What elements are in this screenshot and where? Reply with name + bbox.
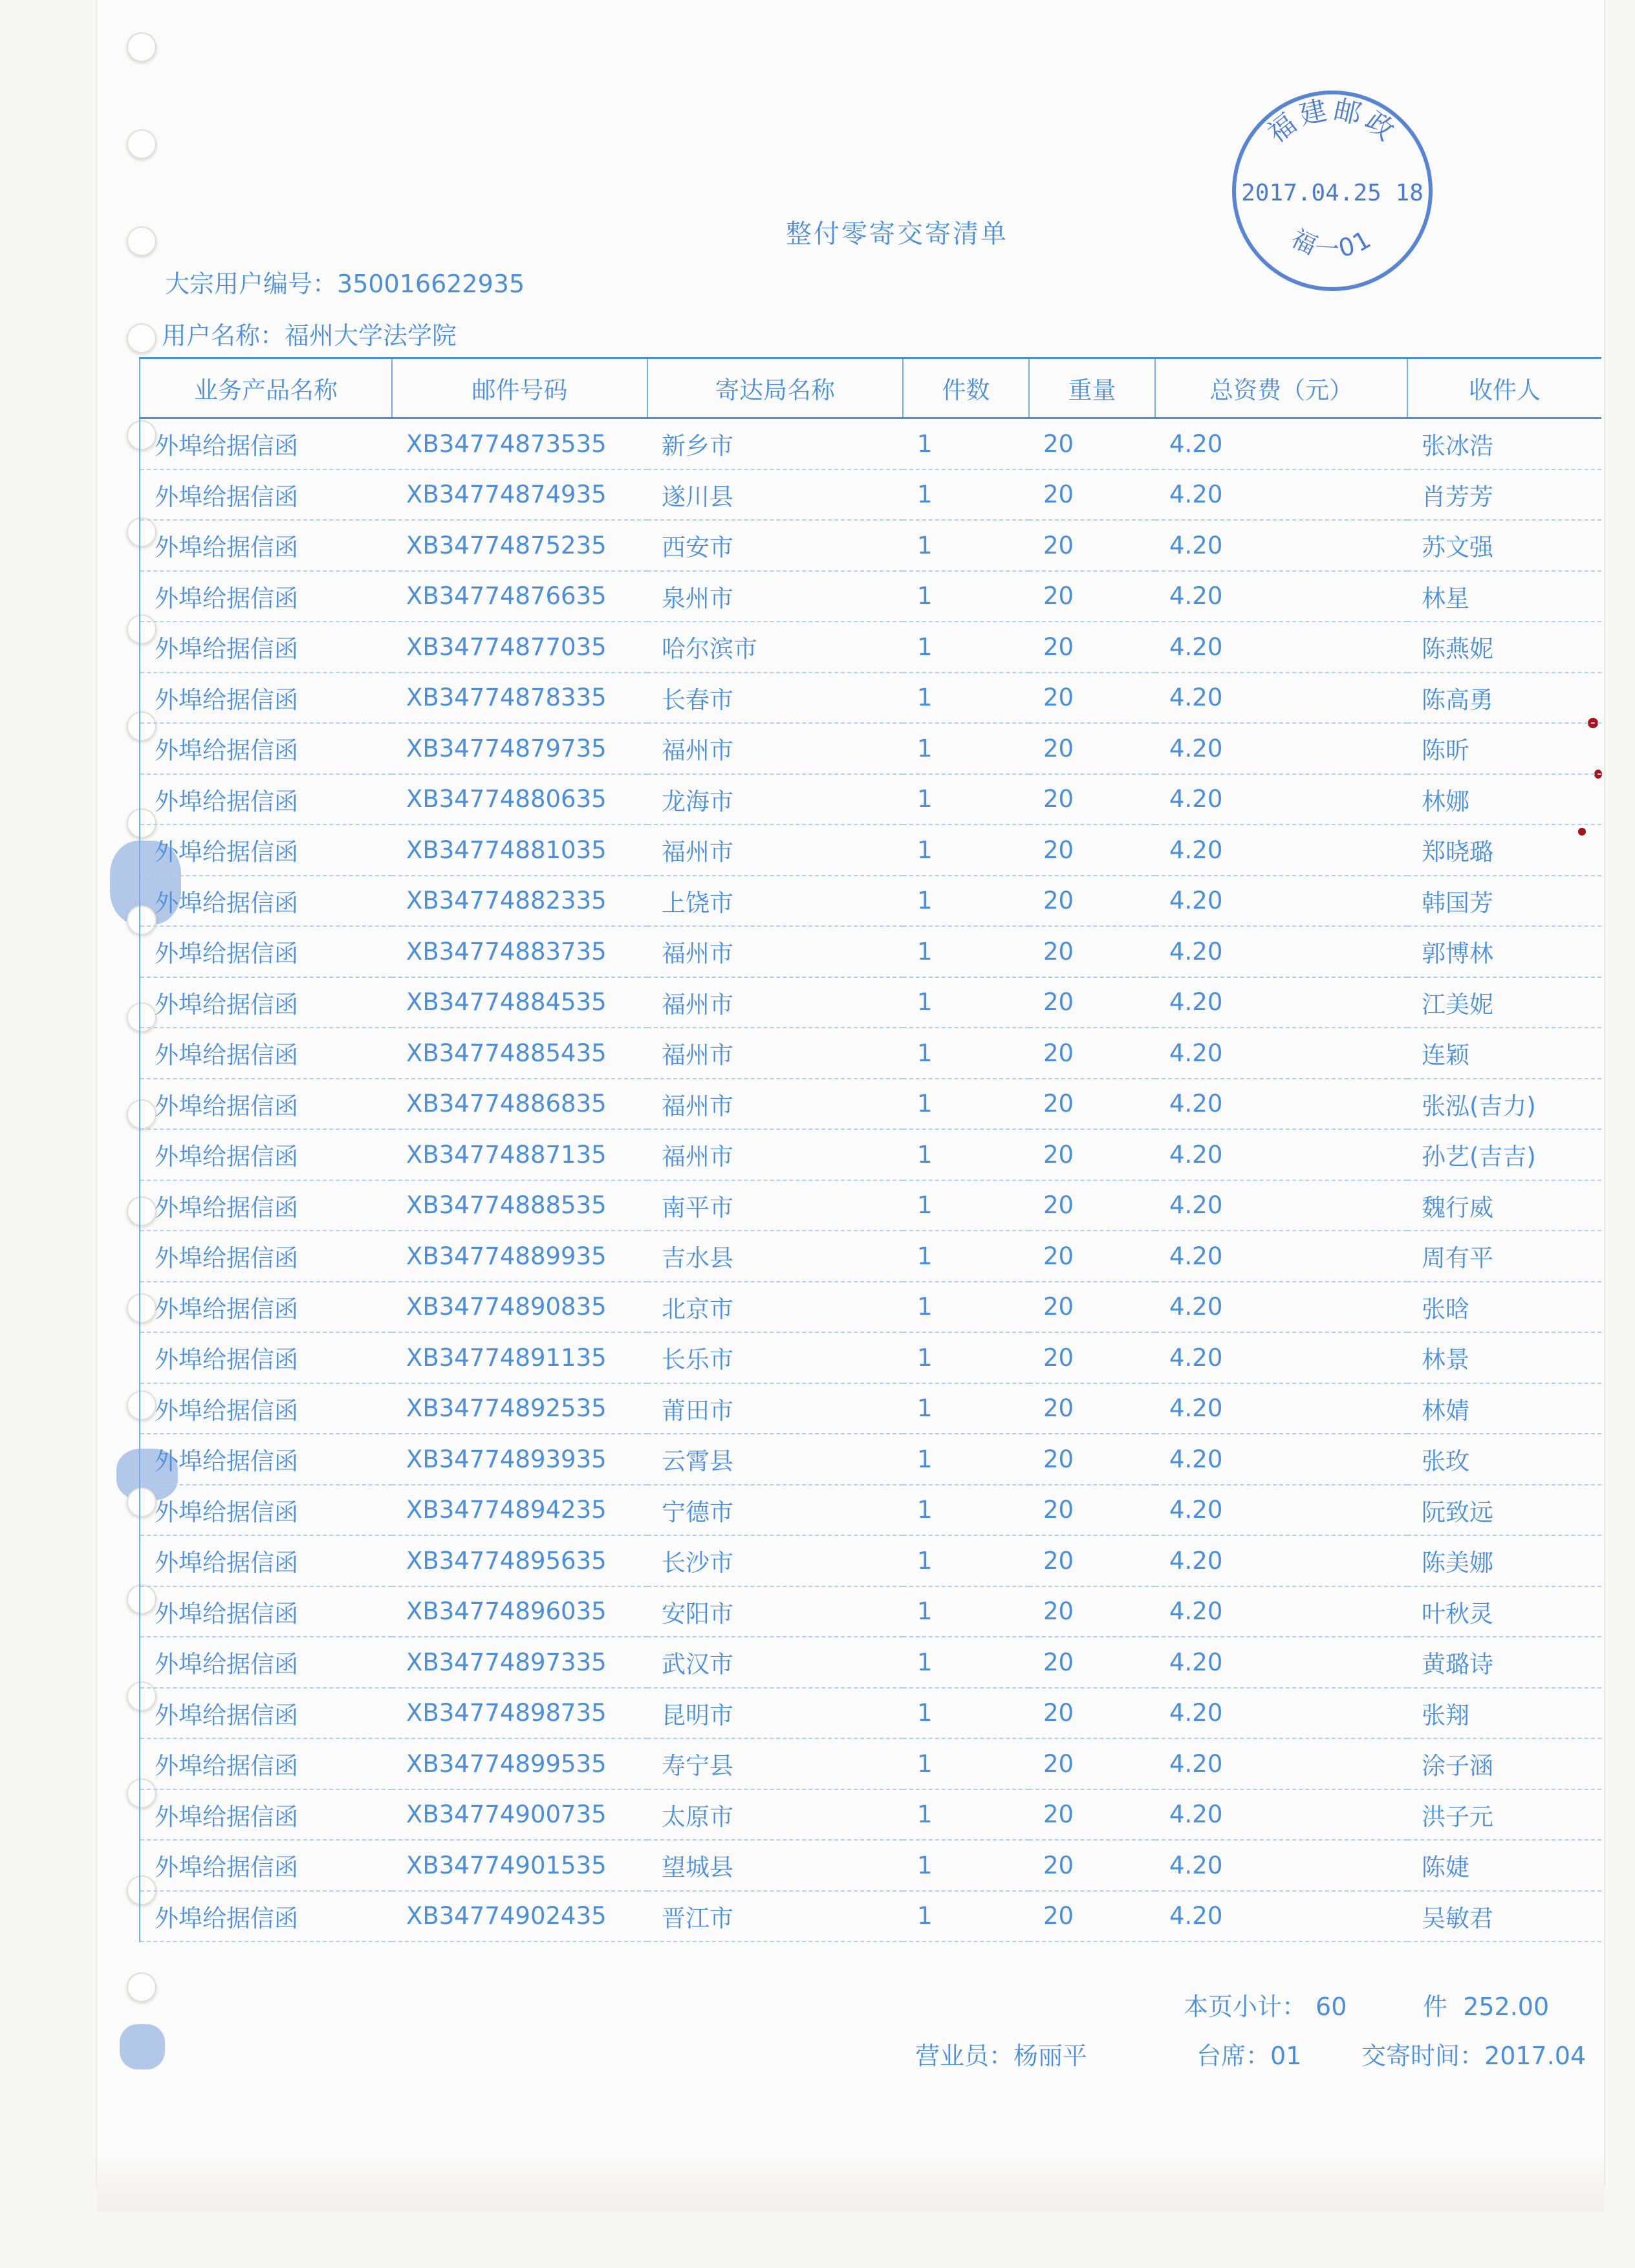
cell-mail-number: XB34774899535 — [392, 1738, 647, 1789]
cell-total-fee: 4.20 — [1155, 1079, 1407, 1130]
cell-quantity: 1 — [903, 520, 1029, 571]
table-row — [140, 1434, 1601, 1485]
cell-product: 外埠给据信函 — [140, 723, 392, 774]
col-header-weight: 重量 — [1029, 358, 1155, 418]
customer-id — [165, 264, 525, 299]
cell-product: 外埠给据信函 — [140, 1485, 392, 1536]
cell-weight: 20 — [1029, 1434, 1155, 1485]
cell-mail-number: XB34774882335 — [392, 876, 647, 927]
cell-quantity: 1 — [903, 1180, 1029, 1231]
cell-product: 外埠给据信函 — [140, 1129, 392, 1180]
col-header-recipient: 收件人 — [1407, 358, 1601, 418]
cell-destination: 昆明市 — [647, 1688, 903, 1739]
footer-clerk — [915, 2036, 1087, 2071]
cell-destination: 福州市 — [647, 926, 903, 977]
cell-weight: 20 — [1029, 520, 1155, 571]
cell-product: 外埠给据信函 — [140, 470, 392, 521]
cell-total-fee: 4.20 — [1155, 977, 1407, 1028]
table-row — [140, 1535, 1601, 1586]
cell-recipient: 黄璐诗 — [1407, 1637, 1601, 1688]
table-row — [140, 571, 1601, 622]
postmark-stamp — [1226, 84, 1439, 297]
svg-text:福一01 — [1287, 224, 1378, 264]
cell-recipient: 林婧 — [1407, 1383, 1601, 1434]
cell-weight: 20 — [1029, 1688, 1155, 1739]
cell-weight: 20 — [1029, 1231, 1155, 1282]
cell-weight: 20 — [1029, 774, 1155, 825]
cell-mail-number: XB34774881035 — [392, 825, 647, 876]
cell-mail-number: XB34774874935 — [392, 470, 647, 521]
col-header-product: 业务产品名称 — [140, 358, 392, 418]
cell-product: 外埠给据信函 — [140, 1840, 392, 1891]
cell-quantity: 1 — [903, 1129, 1029, 1180]
cell-quantity: 1 — [903, 1282, 1029, 1333]
table-row — [140, 723, 1601, 774]
table-row — [140, 1485, 1601, 1536]
table-row — [140, 825, 1601, 876]
cell-weight: 20 — [1029, 1738, 1155, 1789]
counter-value: 01 — [1270, 2042, 1302, 2070]
cell-recipient: 魏行威 — [1407, 1180, 1601, 1231]
cell-quantity: 1 — [903, 1738, 1029, 1789]
cell-recipient: 孙艺(吉吉) — [1407, 1129, 1601, 1180]
cell-destination: 宁德市 — [647, 1485, 903, 1536]
table-header-row — [140, 358, 1601, 418]
table-row — [140, 1028, 1601, 1079]
cell-destination: 福州市 — [647, 977, 903, 1028]
cell-product: 外埠给据信函 — [140, 876, 392, 927]
cell-weight: 20 — [1029, 977, 1155, 1028]
cell-recipient: 郭博林 — [1407, 926, 1601, 977]
binder-hole — [127, 1972, 157, 2002]
binder-hole — [127, 32, 157, 62]
cell-destination: 南平市 — [647, 1180, 903, 1231]
cell-product: 外埠给据信函 — [140, 520, 392, 571]
counter-label: 台席： — [1196, 2042, 1271, 2070]
table-row — [140, 1231, 1601, 1282]
cell-mail-number: XB34774893935 — [392, 1434, 647, 1485]
cell-recipient: 陈婕 — [1407, 1840, 1601, 1891]
cell-mail-number: XB34774878335 — [392, 673, 647, 724]
cell-mail-number: XB34774900735 — [392, 1789, 647, 1841]
page-title: 整付零寄交寄清单 — [786, 219, 1008, 249]
customer-id-label: 大宗用户编号： — [165, 270, 338, 298]
cell-destination: 长春市 — [647, 673, 903, 724]
cell-total-fee: 4.20 — [1155, 1789, 1407, 1841]
table-row — [140, 1282, 1601, 1333]
cell-product: 外埠给据信函 — [140, 673, 392, 724]
cell-mail-number: XB34774894235 — [392, 1485, 647, 1536]
cell-destination: 武汉市 — [647, 1637, 903, 1688]
cell-destination: 西安市 — [647, 520, 903, 571]
cell-recipient: 陈高勇 — [1407, 673, 1601, 724]
col-header-destination: 寄达局名称 — [647, 358, 903, 418]
binder-hole — [127, 226, 157, 256]
cell-destination: 安阳市 — [647, 1586, 903, 1637]
cell-mail-number: XB34774891135 — [392, 1332, 647, 1383]
cell-weight: 20 — [1029, 1332, 1155, 1383]
customer-name-value: 福州大学法学院 — [285, 321, 457, 350]
footer-counter — [1196, 2036, 1301, 2071]
cell-destination: 哈尔滨市 — [647, 621, 903, 673]
table-row — [140, 876, 1601, 927]
cell-recipient: 郑晓璐 — [1407, 825, 1601, 876]
cell-total-fee: 4.20 — [1155, 825, 1407, 876]
cell-quantity: 1 — [903, 825, 1029, 876]
cell-mail-number: XB34774884535 — [392, 977, 647, 1028]
cell-mail-number: XB34774901535 — [392, 1840, 647, 1891]
cell-quantity: 1 — [903, 1332, 1029, 1383]
cell-quantity: 1 — [903, 774, 1029, 825]
cell-weight: 20 — [1029, 1180, 1155, 1231]
subtotal-count: 60 — [1316, 1993, 1347, 2021]
cell-mail-number: XB34774885435 — [392, 1028, 647, 1079]
cell-recipient: 连颖 — [1407, 1028, 1601, 1079]
cell-weight: 20 — [1029, 876, 1155, 927]
cell-total-fee: 4.20 — [1155, 926, 1407, 977]
cell-quantity: 1 — [903, 1434, 1029, 1485]
cell-quantity: 1 — [903, 1485, 1029, 1536]
cell-weight: 20 — [1029, 1586, 1155, 1637]
cell-mail-number: XB34774887135 — [392, 1129, 647, 1180]
cell-recipient: 陈美娜 — [1407, 1535, 1601, 1586]
table-row — [140, 1079, 1601, 1130]
cell-recipient: 张玫 — [1407, 1434, 1601, 1485]
cell-destination: 吉水县 — [647, 1231, 903, 1282]
cell-quantity: 1 — [903, 418, 1029, 470]
cell-product: 外埠给据信函 — [140, 977, 392, 1028]
cell-recipient: 张泓(吉力) — [1407, 1079, 1601, 1130]
table-row — [140, 673, 1601, 724]
cell-product: 外埠给据信函 — [140, 1282, 392, 1333]
cell-product: 外埠给据信函 — [140, 825, 392, 876]
binder-hole — [127, 323, 157, 353]
cell-total-fee: 4.20 — [1155, 723, 1407, 774]
cell-product: 外埠给据信函 — [140, 1079, 392, 1130]
customer-name — [162, 316, 457, 351]
cell-mail-number: XB34774873535 — [392, 418, 647, 470]
cell-product: 外埠给据信函 — [140, 1028, 392, 1079]
cell-mail-number: XB34774877035 — [392, 621, 647, 673]
cell-destination: 莆田市 — [647, 1383, 903, 1434]
cell-quantity: 1 — [903, 876, 1029, 927]
cell-weight: 20 — [1029, 673, 1155, 724]
table-row — [140, 1738, 1601, 1789]
mail-list-table — [139, 357, 1601, 1942]
col-header-quantity: 件数 — [903, 358, 1029, 418]
table-row — [140, 977, 1601, 1028]
binder-hole — [127, 129, 157, 159]
clerk-value: 杨丽平 — [1013, 2042, 1088, 2070]
cell-total-fee: 4.20 — [1155, 1738, 1407, 1789]
cell-destination: 长乐市 — [647, 1332, 903, 1383]
cell-weight: 20 — [1029, 1028, 1155, 1079]
cell-mail-number: XB34774895635 — [392, 1535, 647, 1586]
table-row — [140, 1383, 1601, 1434]
cell-total-fee: 4.20 — [1155, 1586, 1407, 1637]
table-row — [140, 1332, 1601, 1383]
table-row — [140, 1129, 1601, 1180]
cell-product: 外埠给据信函 — [140, 1688, 392, 1739]
cell-total-fee: 4.20 — [1155, 1383, 1407, 1434]
cell-quantity: 1 — [903, 977, 1029, 1028]
time-label: 交寄时间： — [1361, 2042, 1485, 2070]
cell-weight: 20 — [1029, 926, 1155, 977]
col-header-total-fee: 总资费（元） — [1155, 358, 1407, 418]
cell-product: 外埠给据信函 — [140, 1789, 392, 1841]
cell-weight: 20 — [1029, 1789, 1155, 1841]
cell-total-fee: 4.20 — [1155, 1688, 1407, 1739]
cell-product: 外埠给据信函 — [140, 1383, 392, 1434]
table-row — [140, 621, 1601, 673]
cell-product: 外埠给据信函 — [140, 621, 392, 673]
table-row — [140, 774, 1601, 825]
col-header-mail-number: 邮件号码 — [392, 358, 647, 418]
cell-destination: 长沙市 — [647, 1535, 903, 1586]
cell-weight: 20 — [1029, 1079, 1155, 1130]
cell-mail-number: XB34774889935 — [392, 1231, 647, 1282]
cell-total-fee: 4.20 — [1155, 1535, 1407, 1586]
torn-edge — [97, 2154, 1604, 2212]
cell-mail-number: XB34774886835 — [392, 1079, 647, 1130]
cell-recipient: 阮致远 — [1407, 1485, 1601, 1536]
cell-weight: 20 — [1029, 1485, 1155, 1536]
cell-destination: 晋江市 — [647, 1891, 903, 1942]
cell-product: 外埠给据信函 — [140, 926, 392, 977]
cell-total-fee: 4.20 — [1155, 673, 1407, 724]
cell-total-fee: 4.20 — [1155, 774, 1407, 825]
cell-destination: 新乡市 — [647, 418, 903, 470]
cell-total-fee: 4.20 — [1155, 520, 1407, 571]
customer-id-value: 350016622935 — [337, 270, 525, 298]
cell-quantity: 1 — [903, 723, 1029, 774]
cell-total-fee: 4.20 — [1155, 1231, 1407, 1282]
cell-total-fee: 4.20 — [1155, 1180, 1407, 1231]
cell-quantity: 1 — [903, 1535, 1029, 1586]
cell-quantity: 1 — [903, 1079, 1029, 1130]
time-value: 2017.04 — [1484, 2042, 1586, 2070]
cell-product: 外埠给据信函 — [140, 1637, 392, 1688]
ink-smudge — [120, 2024, 165, 2069]
cell-destination: 福州市 — [647, 1079, 903, 1130]
cell-recipient: 韩国芳 — [1407, 876, 1601, 927]
cell-mail-number: XB34774898735 — [392, 1688, 647, 1739]
footer-time — [1361, 2036, 1586, 2071]
cell-mail-number: XB34774888535 — [392, 1180, 647, 1231]
table-row — [140, 520, 1601, 571]
cell-weight: 20 — [1029, 621, 1155, 673]
cell-quantity: 1 — [903, 1891, 1029, 1942]
cell-product: 外埠给据信函 — [140, 571, 392, 622]
cell-recipient: 林娜 — [1407, 774, 1601, 825]
cell-mail-number: XB34774896035 — [392, 1586, 647, 1637]
cell-total-fee: 4.20 — [1155, 1637, 1407, 1688]
cell-mail-number: XB34774883735 — [392, 926, 647, 977]
cell-destination: 福州市 — [647, 825, 903, 876]
cell-total-fee: 4.20 — [1155, 1485, 1407, 1536]
table-row — [140, 1180, 1601, 1231]
cell-quantity: 1 — [903, 673, 1029, 724]
subtotal-amount: 252.00 — [1463, 1993, 1550, 2021]
cell-destination: 望城县 — [647, 1840, 903, 1891]
cell-product: 外埠给据信函 — [140, 1231, 392, 1282]
cell-quantity: 1 — [903, 571, 1029, 622]
stamp-top-text: 福建邮政 — [1261, 93, 1403, 149]
cell-weight: 20 — [1029, 1535, 1155, 1586]
cell-recipient: 周有平 — [1407, 1231, 1601, 1282]
page-subtotal — [1184, 1987, 1550, 2022]
cell-total-fee: 4.20 — [1155, 876, 1407, 927]
cell-weight: 20 — [1029, 1282, 1155, 1333]
subtotal-unit: 件 — [1423, 1993, 1448, 2021]
cell-weight: 20 — [1029, 1891, 1155, 1942]
cell-destination: 太原市 — [647, 1789, 903, 1841]
cell-recipient: 涂子涵 — [1407, 1738, 1601, 1789]
cell-total-fee: 4.20 — [1155, 1129, 1407, 1180]
cell-total-fee: 4.20 — [1155, 1332, 1407, 1383]
cell-weight: 20 — [1029, 1383, 1155, 1434]
cell-quantity: 1 — [903, 1586, 1029, 1637]
cell-destination: 寿宁县 — [647, 1738, 903, 1789]
cell-product: 外埠给据信函 — [140, 774, 392, 825]
cell-quantity: 1 — [903, 1231, 1029, 1282]
cell-destination: 龙海市 — [647, 774, 903, 825]
cell-product: 外埠给据信函 — [140, 1180, 392, 1231]
cell-recipient: 苏文强 — [1407, 520, 1601, 571]
cell-recipient: 林星 — [1407, 571, 1601, 622]
cell-quantity: 1 — [903, 1637, 1029, 1688]
table-row — [140, 926, 1601, 977]
cell-mail-number: XB34774902435 — [392, 1891, 647, 1942]
cell-recipient: 肖芳芳 — [1407, 470, 1601, 521]
cell-weight: 20 — [1029, 1840, 1155, 1891]
cell-total-fee: 4.20 — [1155, 418, 1407, 470]
cell-total-fee: 4.20 — [1155, 621, 1407, 673]
cell-mail-number: XB34774876635 — [392, 571, 647, 622]
cell-destination: 遂川县 — [647, 470, 903, 521]
cell-total-fee: 4.20 — [1155, 470, 1407, 521]
cell-total-fee: 4.20 — [1155, 1840, 1407, 1891]
cell-total-fee: 4.20 — [1155, 1028, 1407, 1079]
cell-quantity: 1 — [903, 621, 1029, 673]
cell-total-fee: 4.20 — [1155, 571, 1407, 622]
svg-text:福建邮政 — [1261, 93, 1403, 149]
subtotal-label: 本页小计： — [1184, 1993, 1307, 2021]
cell-mail-number: XB34774897335 — [392, 1637, 647, 1688]
table-row — [140, 1688, 1601, 1739]
cell-recipient: 江美妮 — [1407, 977, 1601, 1028]
cell-recipient: 张冰浩 — [1407, 418, 1601, 470]
cell-product: 外埠给据信函 — [140, 1332, 392, 1383]
cell-mail-number: XB34774879735 — [392, 723, 647, 774]
cell-weight: 20 — [1029, 1637, 1155, 1688]
cell-quantity: 1 — [903, 470, 1029, 521]
cell-recipient: 陈昕 — [1407, 723, 1601, 774]
cell-destination: 上饶市 — [647, 876, 903, 927]
cell-quantity: 1 — [903, 1789, 1029, 1841]
cell-recipient: 吴敏君 — [1407, 1891, 1601, 1942]
cell-destination: 福州市 — [647, 1028, 903, 1079]
cell-destination: 福州市 — [647, 723, 903, 774]
stamp-bottom-text: 福一01 — [1286, 224, 1378, 264]
customer-name-label: 用户名称： — [162, 321, 285, 350]
cell-quantity: 1 — [903, 926, 1029, 977]
cell-quantity: 1 — [903, 1383, 1029, 1434]
cell-product: 外埠给据信函 — [140, 418, 392, 470]
cell-recipient: 张晗 — [1407, 1282, 1601, 1333]
cell-destination: 北京市 — [647, 1282, 903, 1333]
cell-mail-number: XB34774892535 — [392, 1383, 647, 1434]
table-row — [140, 470, 1601, 521]
table-row — [140, 1840, 1601, 1891]
cell-weight: 20 — [1029, 571, 1155, 622]
cell-recipient: 林景 — [1407, 1332, 1601, 1383]
cell-recipient: 陈燕妮 — [1407, 621, 1601, 673]
table-row — [140, 1891, 1601, 1942]
cell-mail-number: XB34774875235 — [392, 520, 647, 571]
cell-total-fee: 4.20 — [1155, 1434, 1407, 1485]
cell-weight: 20 — [1029, 723, 1155, 774]
cell-destination: 云霄县 — [647, 1434, 903, 1485]
cell-product: 外埠给据信函 — [140, 1738, 392, 1789]
table-row — [140, 1637, 1601, 1688]
cell-recipient: 叶秋灵 — [1407, 1586, 1601, 1637]
cell-mail-number: XB34774880635 — [392, 774, 647, 825]
table-row — [140, 1586, 1601, 1637]
cell-product: 外埠给据信函 — [140, 1434, 392, 1485]
cell-total-fee: 4.20 — [1155, 1891, 1407, 1942]
cell-quantity: 1 — [903, 1840, 1029, 1891]
clerk-label: 营业员： — [915, 2042, 1014, 2070]
cell-destination: 福州市 — [647, 1129, 903, 1180]
cell-quantity: 1 — [903, 1028, 1029, 1079]
cell-product: 外埠给据信函 — [140, 1586, 392, 1637]
cell-weight: 20 — [1029, 470, 1155, 521]
cell-recipient: 洪子元 — [1407, 1789, 1601, 1841]
cell-recipient: 张翔 — [1407, 1688, 1601, 1739]
cell-product: 外埠给据信函 — [140, 1535, 392, 1586]
table-row — [140, 1789, 1601, 1841]
cell-destination: 泉州市 — [647, 571, 903, 622]
cell-quantity: 1 — [903, 1688, 1029, 1739]
table-row — [140, 418, 1601, 470]
cell-total-fee: 4.20 — [1155, 1282, 1407, 1333]
cell-weight: 20 — [1029, 418, 1155, 470]
cell-weight: 20 — [1029, 825, 1155, 876]
cell-product: 外埠给据信函 — [140, 1891, 392, 1942]
stamp-date: 2017.04.25 18 — [1241, 180, 1424, 206]
cell-mail-number: XB34774890835 — [392, 1282, 647, 1333]
cell-weight: 20 — [1029, 1129, 1155, 1180]
